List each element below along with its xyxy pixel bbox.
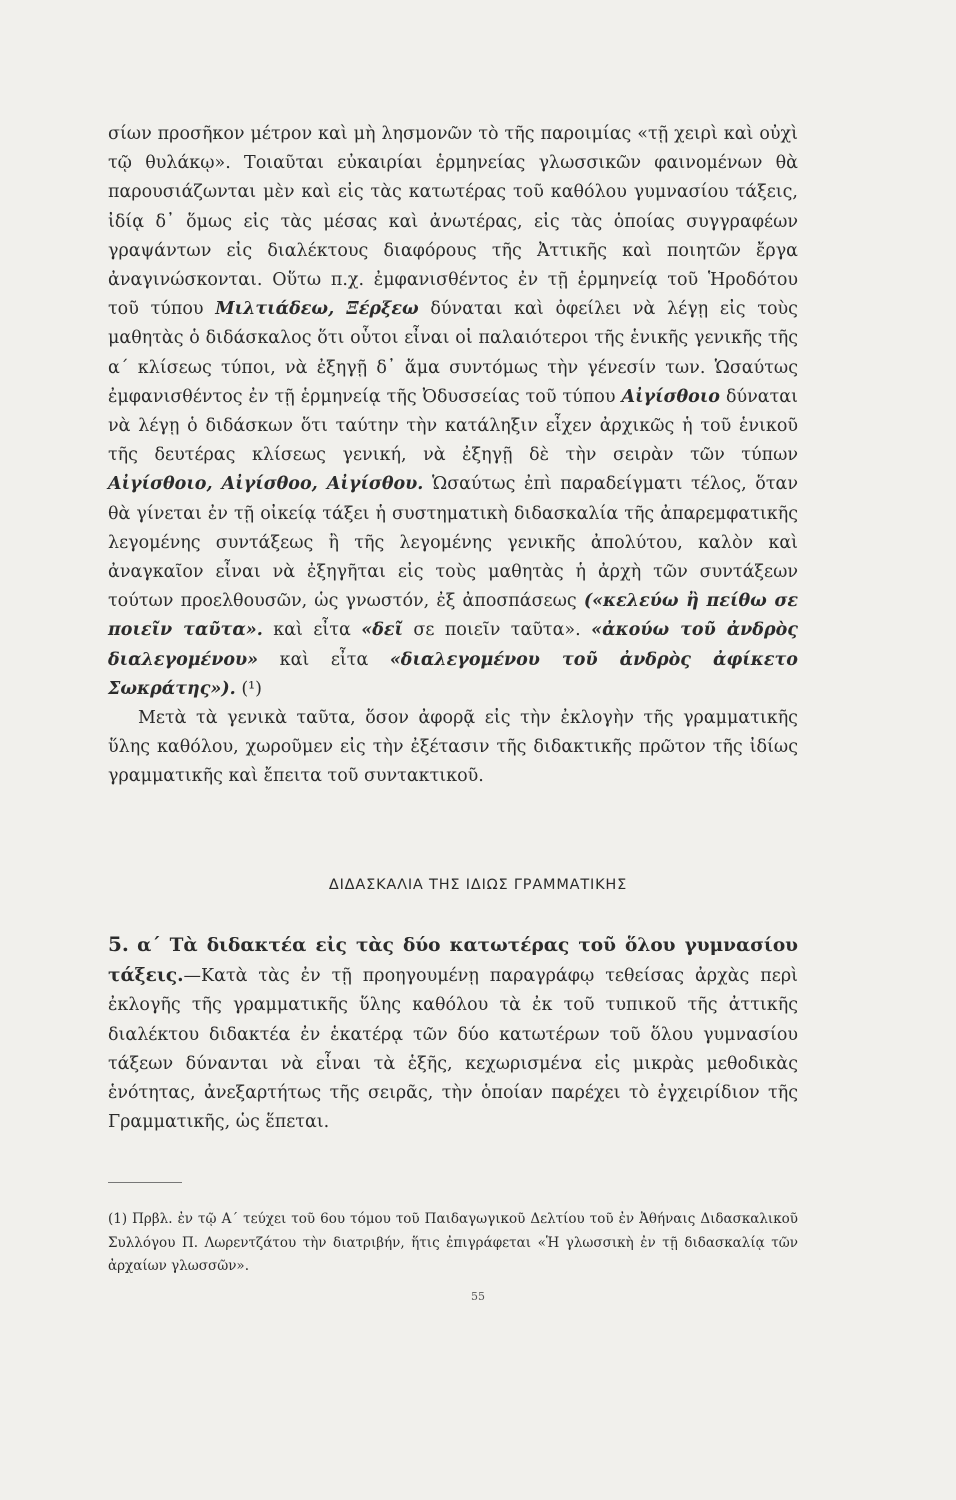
paragraph-1-part-2: δύναται καὶ ὀφείλει νὰ λέγῃ εἰς τοὺς μαθητὰς ὁ διδάσκαλος ὅτι οὗτοι εἶναι οἱ παλαιότεροι τῆς ἑνικῆς γενικῆς τῆς α΄ κλίσεως τύποι, νὰ ἐξηγῇ δ᾽ ἅμα συντόμως τὴν γένεσίν των. Ὡσαύτως ἐμφανισθέντος ἐν τῇ ἑρμηνείᾳ τῆς Ὀδυσσείας τοῦ τύπου — [108, 299, 798, 407]
section-5 — [108, 930, 798, 1137]
paragraph-1-part-3: δύναται νὰ λέγῃ ὁ διδάσκων ὅτι ταύτην τὴν κατάληξιν εἶχεν ἀρχικῶς ἡ τοῦ ἑνικοῦ τῆς δευτέρας κλίσεως γενική, νὰ ἐξηγῇ δὲ τὴν σειρὰν τῶν τύπων — [108, 386, 798, 466]
form-miltiadeo: Μιλτιάδεω, Ξέρξεω — [215, 299, 419, 320]
section-5-text: —Κατὰ τὰς ἐν τῇ προηγουμένῃ παραγράφῳ τεθείσας ἀρχὰς περὶ ἐκλογῆς τῆς γραμματικῆς ὕλης καθόλου τὰ ἐκ τοῦ τυπικοῦ τῆς ἀττικῆς διαλέκτου διδακτέα ἐν ἑκατέρᾳ τῶν δύο κατωτέρων τοῦ ὅλου γυμνασίου τάξεων δύνανται νὰ εἶναι τὰ ἑξῆς, κεχωρισμένα εἰς μικρὰς μεθοδικὰς ἑνότητας, ἀνεξαρτήτως τῆς σειρᾶς, τὴν ὁποίαν παρέχει τὸ ἐγχειρίδιον τῆς Γραμματικῆς, ὡς ἕπεται. — [108, 966, 798, 1133]
example-keleuo: («κελεύω ἢ πείθω σε ποιεῖν ταῦτα». — [108, 591, 798, 641]
paragraph-1-part-1: σίων προσῆκον μέτρον καὶ μὴ λησμονῶν τὸ τῆς παροιμίας «τῇ χειρὶ καὶ οὐχὶ τῷ θυλάκῳ». Τοιαῦται εὐκαιρίαι ἑρμηνείας γλωσσικῶν φαινομένων θὰ παρουσιάζωνται μὲν καὶ εἰς τὰς κατωτέρας τοῦ καθόλου γυμνασίου τάξεις, ἰδίᾳ δ᾽ ὅμως εἰς τὰς μέσας καὶ ἀνωτέρας, εἰς τὰς ὁποίας συγγραφέων γραψάντων εἰς διαλέκτους διαφόρους τῆς Ἀττικῆς καὶ ποιητῶν ἔργα ἀναγινώσκονται. Οὕτω π.χ. ἐμφανισθέντος ἐν τῇ ἑρμηνείᾳ τοῦ Ἡροδότου τοῦ τύπου — [108, 124, 798, 320]
section-heading: ΔΙΔΑΣΚΑΛΙΑ ΤΗΣ ΙΔΙΩΣ ΓΡΑΜΜΑΤΙΚΗΣ — [328, 877, 628, 893]
example-dei: «δεῖ — [361, 620, 403, 641]
form-aigisthoio: Αἰγίσθοιο — [621, 386, 720, 407]
form-series: Αἰγίσθοιο, Αἰγίσθοο, Αἰγίσθου. — [108, 474, 424, 495]
paragraph-1-part-6: καὶ εἶτα — [279, 649, 369, 670]
paragraph-2: Μετὰ τὰ γενικὰ ταῦτα, ὅσον ἀφορᾷ εἰς τὴν ἐκλογὴν τῆς γραμματικῆς ὕλης καθόλου, χωροῦμεν εἰς τὴν ἐξέτασιν τῆς διδακτικῆς πρῶτον τῆς ἰδίως γραμματικῆς καὶ ἔπειτα τοῦ συντακτικοῦ. — [108, 708, 798, 787]
footnote-reference: (¹) — [241, 678, 262, 699]
example-dei-rest: σε ποιεῖν ταῦτα». — [413, 620, 581, 641]
section-title: α΄ Τὰ διδακτέα εἰς τὰς δύο κατωτέρας τοῦ ὅλου γυμνασίου τάξεις. — [108, 935, 798, 987]
section-number: 5. — [108, 932, 129, 956]
footnote-divider — [108, 1182, 182, 1183]
example-akouo: «ἀκούω τοῦ ἀνδρὸς διαλεγομένου» — [108, 620, 798, 670]
paragraph-1 — [108, 120, 798, 704]
paragraph-1-part-4: Ὡσαύτως ἐπὶ παραδείγματι τέλος, ὅταν θὰ γίνεται ἐν τῇ οἰκείᾳ τάξει ἡ συστηματικὴ διδασκαλία τῆς ἀπαρεμφατικῆς λεγομένης συντάξεως ἢ τῆς λεγομένης γενικῆς ἀπολύτου, καλὸν καὶ ἀναγκαῖον εἶναι νὰ ἐξηγῆται εἰς τοὺς μαθητὰς ἡ ἀρχὴ τῶν συντάξεων τούτων προελθουσῶν, ὡς γνωστόν, ἐξ ἀποσπάσεως — [108, 474, 798, 612]
example-dialegomenou: «διαλεγομένου τοῦ ἀνδρὸς ἀφίκετο Σωκράτης»). — [108, 649, 798, 699]
section-5-paragraph — [108, 930, 798, 1137]
main-text — [108, 120, 798, 792]
footnote-text: (1) Πρβλ. ἐν τῷ Α΄ τεύχει τοῦ 6ου τόμου τοῦ Παιδαγωγικοῦ Δελτίου τοῦ ἐν Ἀθήναις Διδασκαλικοῦ Συλλόγου Π. Λωρεντζάτου τὴν διατριβήν, ἥτις ἐπιγράφεται «Ἡ γλωσσικὴ ἐν τῇ διδασκαλίᾳ τῶν ἀρχαίων γλωσσῶν». — [108, 1211, 798, 1274]
page-number: 55 — [471, 1290, 485, 1303]
paragraph-1-part-5: καὶ εἶτα — [273, 620, 351, 641]
footnote — [108, 1208, 798, 1279]
